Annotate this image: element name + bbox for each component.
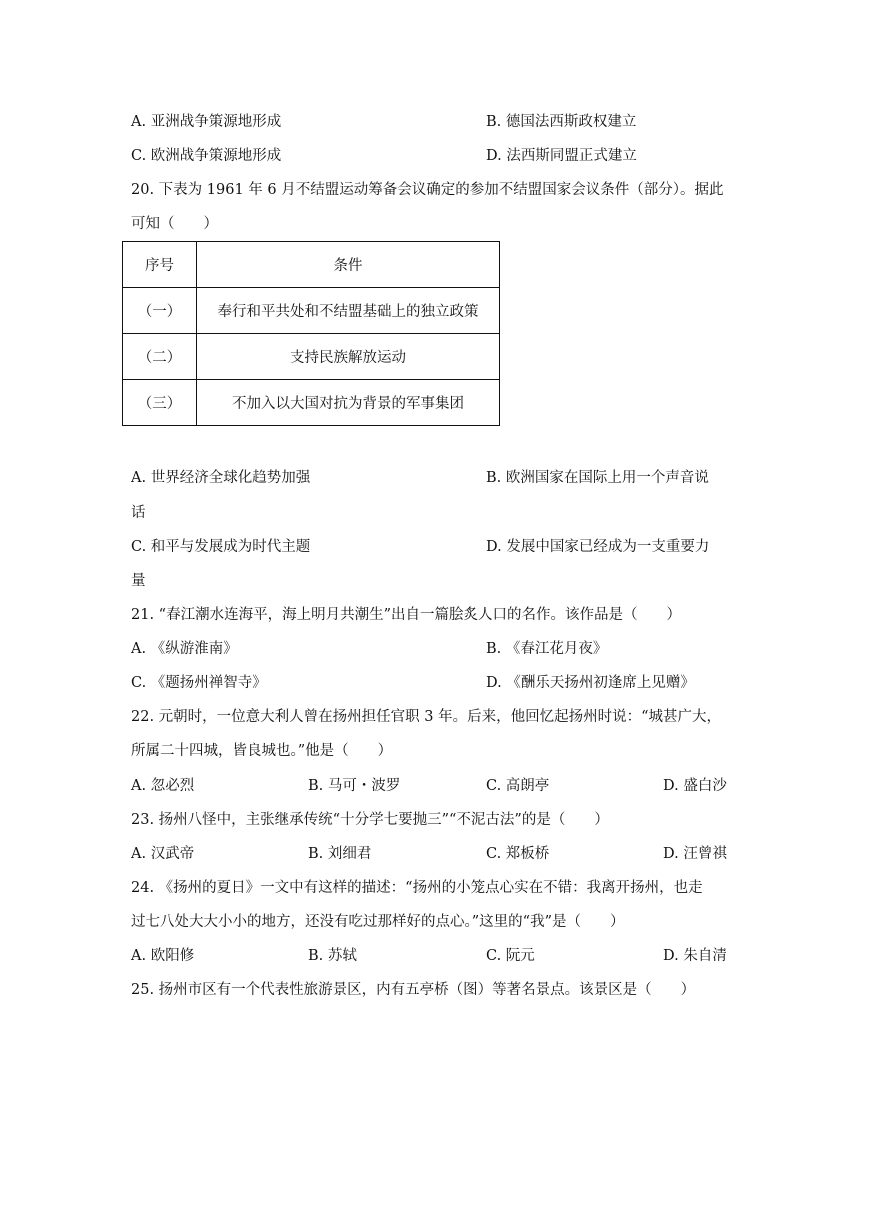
table-row	[123, 380, 500, 426]
q22-stem-line2: 所属二十四城，皆良城也。”他是（ ）	[131, 743, 393, 759]
table-cell-condition: 奉行和平共处和不结盟基础上的独立政策	[197, 288, 500, 334]
table-row	[123, 334, 500, 380]
q22-option-d: D. 盛白沙	[663, 778, 727, 794]
q20-option-d-continued: 量	[131, 573, 146, 589]
q20-option-b: B. 欧洲国家在国际上用一个声音说	[486, 470, 709, 486]
q20-option-a: A. 世界经济全球化趋势加强	[131, 470, 311, 486]
q20-conditions-table	[122, 241, 500, 426]
q20-option-d: D. 发展中国家已经成为一支重要力	[486, 539, 710, 555]
q21-option-a: A. 《纵游淮南》	[131, 641, 238, 657]
table-cell-condition: 支持民族解放运动	[197, 334, 500, 380]
q23-option-a: A. 汉武帝	[131, 846, 195, 862]
table-cell-index: （一）	[123, 288, 197, 334]
q21-stem: 21. “春江潮水连海平，海上明月共潮生”出自一篇脍炙人口的名作。该作品是（ ）	[131, 607, 681, 623]
q23-option-d: D. 汪曾祺	[663, 846, 727, 862]
q24-option-d: D. 朱自清	[663, 948, 727, 964]
table-cell-condition: 不加入以大国对抗为背景的军事集团	[197, 380, 500, 426]
table-row	[123, 288, 500, 334]
q20-option-c: C. 和平与发展成为时代主题	[131, 539, 311, 555]
q21-option-d: D. 《酬乐天扬州初逢席上见赠》	[486, 675, 695, 691]
q19-option-d: D. 法西斯同盟正式建立	[486, 148, 637, 164]
q22-option-b: B. 马可・波罗	[308, 778, 401, 794]
q22-option-a: A. 忽必烈	[131, 778, 195, 794]
table-cell-index: （三）	[123, 380, 197, 426]
q20-option-b-continued: 话	[131, 505, 146, 521]
q23-option-c: C. 郑板桥	[486, 846, 550, 862]
table-header-row	[123, 242, 500, 288]
table-header-condition: 条件	[197, 242, 500, 288]
q19-option-b: B. 德国法西斯政权建立	[486, 114, 637, 130]
q19-option-a: A. 亚洲战争策源地形成	[131, 114, 282, 130]
q22-stem-line1: 22. 元朝时，一位意大利人曾在扬州担任官职 3 年。后来，他回忆起扬州时说：“城甚广大，	[131, 709, 722, 725]
q24-option-b: B. 苏轼	[308, 948, 357, 964]
q24-option-c: C. 阮元	[486, 948, 535, 964]
q24-stem-line1: 24. 《扬州的夏日》一文中有这样的描述：“扬州的小笼点心实在不错：我离开扬州，也走	[131, 880, 703, 896]
q24-stem-line2: 过七八处大大小小的地方，还没有吃过那样好的点心。”这里的“我”是（ ）	[131, 914, 625, 930]
q23-option-b: B. 刘细君	[308, 846, 372, 862]
q23-stem: 23. 扬州八怪中，主张继承传统“十分学七要抛三”“不泥古法”的是（ ）	[131, 812, 609, 828]
table-header-index: 序号	[123, 242, 197, 288]
q21-option-b: B. 《春江花月夜》	[486, 641, 608, 657]
q20-stem-line1: 20. 下表为 1961 年 6 月不结盟运动筹备会议确定的参加不结盟国家会议条件（部分）。据此	[131, 182, 724, 198]
q22-option-c: C. 高朗亭	[486, 778, 550, 794]
table-cell-index: （二）	[123, 334, 197, 380]
q20-stem-line2: 可知（ ）	[131, 216, 218, 232]
q24-option-a: A. 欧阳修	[131, 948, 195, 964]
q19-option-c: C. 欧洲战争策源地形成	[131, 148, 282, 164]
q25-stem: 25. 扬州市区有一个代表性旅游景区，内有五亭桥（图）等著名景点。该景区是（ ）	[131, 982, 696, 998]
q21-option-c: C. 《题扬州禅智寺》	[131, 675, 267, 691]
